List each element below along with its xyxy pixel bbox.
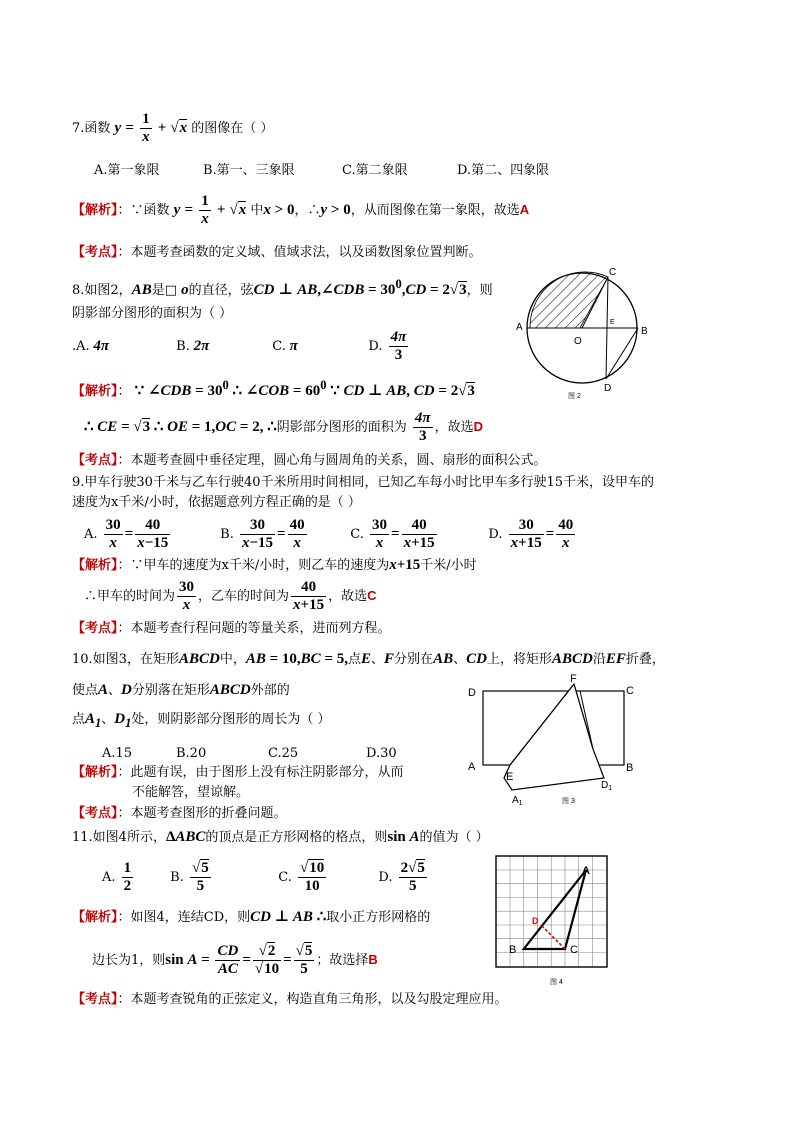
q8-analysis-line1: 【解析】： ∵ ∠CDB = $30^0$ ∴ ∠COB = $60^0$ ∵ CD ⊥ AB, CD = 2√3 [72,378,475,399]
label-b: B [626,762,634,774]
label-o: O [574,336,582,347]
label-c: C [609,267,617,278]
q11-analysis-line1: 【解析】：如图4，连结CD，则CD ⊥ AB ∴取小正方形网格的 [72,909,431,925]
q8-point: 【考点】：本题考查圆中垂径定理，圆心角与圆周角的关系，圆、扇形的面积公式。 [72,453,547,468]
q8-analysis-line2: ∴ CE = √3 ∴ OE = 1,OC = 2, ∴阴影部分图形的面积为 $\frac{4\pi}{3}$ ，故选D [84,410,483,444]
label-c: C [570,944,578,956]
q7-analysis: 【解析】：∵函数 y = $\frac{1}{x}$ + √x 中x > 0，∴y > 0，从而图像在第一象限，故选A [72,193,530,227]
figure-4 [492,852,618,992]
q9-point: 【考点】：本题考查行程问题的等量关系，进而列方程。 [72,621,391,636]
label-b: B [641,326,648,337]
q8-options: .A. 4π B. 2π C. π D. $\frac{4\pi}{3}$ [72,329,407,363]
q10-option-c: C.25 [268,746,299,761]
label-c: C [626,685,634,697]
label-a1: $A_1$ [512,795,523,807]
label-e: E [506,771,514,783]
q10-point: 【考点】：本题考查图形的折叠问题。 [72,806,287,821]
q11-analysis-line2: 边长为1，则sin A = $\frac{CD}{AC}$ = $\frac{√2}{√10}$ = $\frac{√5}{5}$ ；故选择B [92,943,378,977]
label-a: A [582,865,590,877]
figure-3-caption: 图 3 [562,798,575,805]
q7-option-b: B.第一、三象限 [203,163,295,178]
q10-stem-line3: 点$A_1$、$D_1$处，则阴影部分图形的周长为（ ） [72,711,331,730]
q9-options: A. $\frac{30}{x}$ = $\frac{40}{x-15}$ B. $\frac{30}{x-15}$ = $\frac{40}{x}$ C. $\frac{30}{x}$ = $\frac{40}{x+15}$ D. $\frac{30}{x+15}$ = $\frac{40}{x}$ [84,517,574,551]
q10-stem-line2: 使点A、D分别落在矩形ABCD外部的 [72,682,290,698]
figure-3 [462,670,642,810]
figure-2-caption: 图 2 [568,393,581,400]
label-f: F [570,673,577,685]
q10-option-d: D.30 [366,746,397,761]
q9-stem-line1: 9.甲车行驶30千米与乙车行驶40千米所用时间相同，已知乙车每小时比甲车多行驶15千米，设甲车的 [72,475,655,490]
q7-stem: 7.函数 y = $\frac{1}{x}$ + √x 的图像在（ ） [72,111,274,145]
q7-option-c: C.第二象限 [342,163,408,178]
label-d: D [532,916,539,926]
label-b: B [509,944,517,956]
label-d: D [604,383,612,394]
q9-stem-line2: 速度为x千米/小时，依据题意列方程正确的是（ ） [72,495,361,510]
label-a: A [468,761,476,773]
q11-stem: 11.如图4所示，ΔABC的顶点是正方形网格的格点，则sin A的值为（ ） [72,829,489,845]
q8-stem-line1: 8.如图2，AB是□ o的直径，弦CD ⊥ AB,∠CDB = $30^0,CD = 2√3$，则 [72,277,493,298]
q7-point: 【考点】：本题考查函数的定义域、值域求法，以及函数图象位置判断。 [72,245,482,260]
q10-option-b: B.20 [176,746,207,761]
figure-4-caption: 图 4 [550,979,563,986]
triangle-abc [524,870,586,949]
q10-analysis-line1: 【解析】：此题有误，由于图形上没有标注阴影部分，从而 [72,765,404,780]
q10-stem-line1: 10.如图3，在矩形ABCD中，AB = 10,BC = 5,点E、F分别在AB、CD上，将矩形ABCD沿EF折叠， [72,651,665,667]
label-a: A [516,322,523,333]
label-d1: $D_1$ [601,780,613,792]
q7-option-d: D.第二、四象限 [457,163,550,178]
q11-options: A. $\frac{1}{2}$ B. $\frac{√5}{5}$ C. $\frac{√10}{10}$ D. $\frac{2√5}{5}$ [102,860,425,894]
q10-option-a: A.15 [102,746,133,761]
q7-option-a: A.第一象限 [94,163,160,178]
label-d: D [468,687,476,699]
label-e: E [610,319,615,326]
segment-cd [541,925,565,949]
q9-analysis-line2: ∴甲车的时间为 $\frac{30}{x}$ ，乙车的时间为 $\frac{40}{x+15}$ ，故选C [84,579,377,613]
figure-2 [510,264,660,404]
q9-analysis-line1: 【解析】：∵甲车的速度为x千米/小时，则乙车的速度为x+15千米/小时 [72,557,477,573]
q11-point: 【考点】：本题考查锐角的正弦定义，构造直角三角形，以及勾股定理应用。 [72,992,508,1007]
q10-analysis-line2: 不能解答，望谅解。 [132,785,250,800]
q8-stem-line2: 阴影部分图形的面积为（ ） [72,306,233,321]
